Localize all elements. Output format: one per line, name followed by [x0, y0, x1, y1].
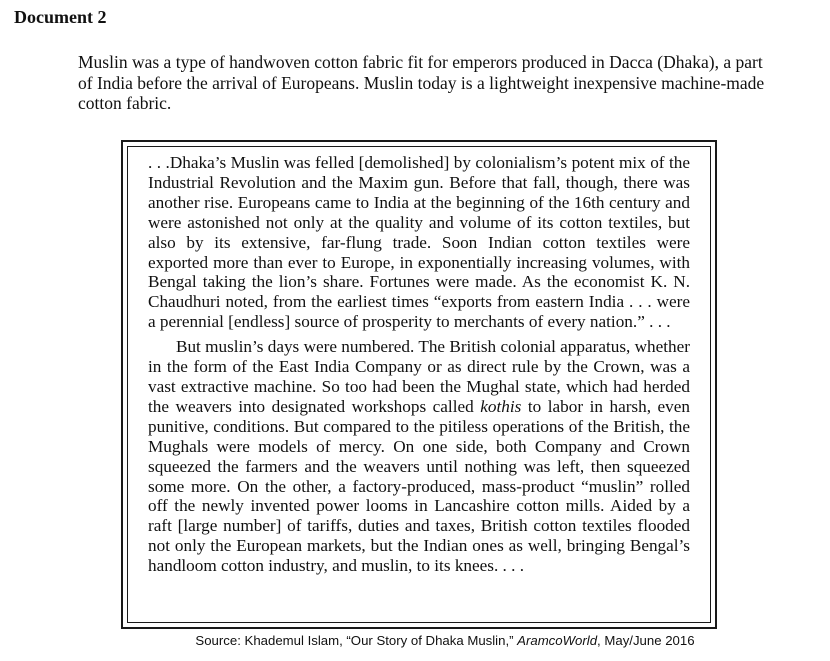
quote-paragraph-2	[148, 337, 690, 576]
source-prefix: Source: Khademul Islam, “Our Story of Dhaka Muslin,”	[195, 633, 518, 648]
document-title: Document 2	[14, 7, 107, 27]
source-suffix: , May/June 2016	[597, 633, 695, 648]
intro-paragraph: Muslin was a type of handwoven cotton fabric fit for emperors produced in Dacca (Dhaka), a part of India before the arrival of Europeans. Muslin today is a lightweight inexpensive machine-made cotton fabric.	[78, 52, 765, 113]
quote-paragraph-2-part-2: to labor in harsh, even punitive, conditions. But compared to the pitiless operations of the British, the Mughals were models of mercy. On one side, both Company and Crown squeezed the farmers and the weavers until nothing was left, then squeezed some more. On the other, a factory-produced, mass-product “muslin” rolled off the newly invented power looms in Lancashire cotton mills. Aided by a raft [large number] of tariffs, duties and taxes, British cotton textiles flooded not only the European markets, but the Indian ones as well, bringing Bengal’s handloom cotton industry, and muslin, to its knees. . . .	[148, 396, 690, 576]
quote-paragraph-1: . . .Dhaka’s Muslin was felled [demolished] by colonialism’s potent mix of the Industrial Revolution and the Maxim gun. Before that fall, though, there was another rise. Europeans came to India at the beginning of the 16th century and were astonished not only at the quality and volume of its cotton textiles, but also by its extensive, far-flung trade. Soon Indian cotton textiles were exported more than ever to Europe, in exponentially increasing volumes, with Bengal taking the lion’s share. Fortunes were made. As the economist K. N. Chaudhuri noted, from the earliest times “exports from eastern India . . . were a perennial [endless] source of prosperity to merchants of every nation.” . . .	[148, 153, 690, 332]
quote-paragraph-2-part-1: But muslin’s days were numbered. The British colonial apparatus, whether in the form of the East India Company or as direct rule by the Crown, was a vast extractive machine. So too had been the Mughal state, which had herded the weavers into designated workshops called	[148, 337, 690, 416]
source-publication: AramcoWorld	[517, 633, 598, 648]
quote-box	[121, 140, 717, 629]
source-citation	[0, 632, 830, 649]
quote-italic-term: kothis	[480, 396, 522, 416]
quote-box-inner	[127, 146, 711, 623]
